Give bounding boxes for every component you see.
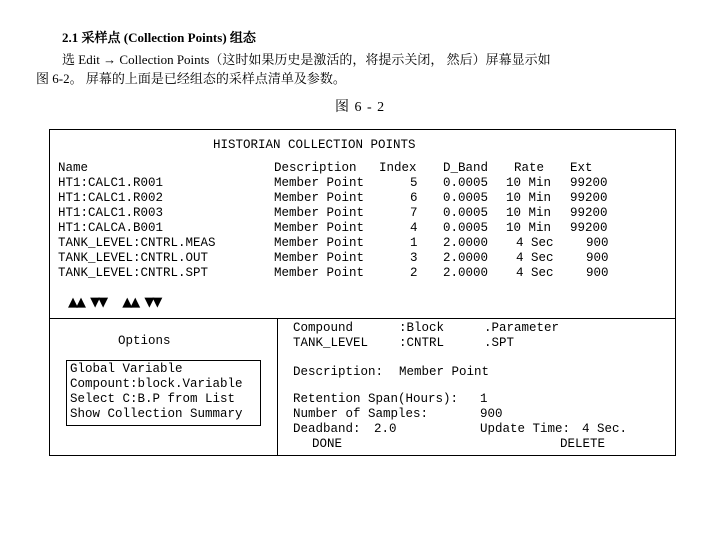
option-compound-block-variable[interactable]: Compount:block.Variable — [70, 377, 243, 391]
cell-index: 2 — [410, 266, 418, 280]
cell-ext: 99200 — [570, 191, 608, 205]
samples-field[interactable]: 900 — [480, 407, 503, 421]
table-row[interactable] — [50, 266, 675, 281]
parameter-field[interactable]: .SPT — [484, 336, 515, 350]
cell-dband: 0.0005 — [443, 206, 489, 220]
cell-name: HT1:CALC1.R003 — [58, 206, 164, 220]
figure-caption: 图 6 - 2 — [335, 100, 386, 115]
cell-ext: 900 — [586, 266, 609, 280]
cell-description: Member Point — [274, 176, 365, 190]
table-row[interactable] — [50, 176, 675, 191]
cell-ext: 900 — [586, 236, 609, 250]
cell-ext: 99200 — [570, 206, 608, 220]
compound-label: Compound — [293, 321, 354, 335]
cell-rate: 10 Min — [506, 191, 552, 205]
table-row[interactable] — [50, 206, 675, 221]
cell-description: Member Point — [274, 236, 365, 250]
cell-dband: 0.0005 — [443, 221, 489, 235]
cell-rate: 10 Min — [506, 221, 552, 235]
cell-dband: 0.0005 — [443, 176, 489, 190]
screen-title: HISTORIAN COLLECTION POINTS — [213, 138, 416, 152]
deadband-label: Deadband: — [293, 422, 361, 436]
col-header-name: Name — [58, 161, 89, 175]
paragraph-line-2: 图 6-2。 屏幕的上面是已经组态的采样点清单及参数。 — [36, 71, 346, 86]
cell-rate: 10 Min — [506, 206, 552, 220]
table-row[interactable] — [50, 236, 675, 251]
cell-rate: 10 Min — [506, 176, 552, 190]
col-header-index: Index — [379, 161, 417, 175]
option-show-summary[interactable]: Show Collection Summary — [70, 407, 243, 421]
cell-name: HT1:CALC1.R002 — [58, 191, 164, 205]
col-header-ext: Ext — [570, 161, 593, 175]
option-global-variable[interactable]: Global Variable — [70, 362, 183, 376]
update-time-label: Update Time: — [480, 422, 571, 436]
cell-ext: 99200 — [570, 176, 608, 190]
line-down-icon[interactable]: ▼▼ — [144, 295, 161, 310]
deadband-field[interactable]: 2.0 — [374, 422, 397, 436]
section-heading: 2.1 采样点 (Collection Points) 组态 — [62, 30, 256, 45]
samples-label: Number of Samples: — [293, 407, 429, 421]
cell-index: 6 — [410, 191, 418, 205]
cell-index: 4 — [410, 221, 418, 235]
cell-rate: 4 Sec — [516, 236, 554, 250]
cell-description: Member Point — [274, 191, 365, 205]
delete-button[interactable]: DELETE — [560, 437, 606, 451]
table-row[interactable] — [50, 191, 675, 206]
col-header-dband: D_Band — [443, 161, 489, 175]
cell-rate: 4 Sec — [516, 266, 554, 280]
horizontal-divider — [50, 318, 675, 319]
page-down-icon[interactable]: ▼▼ — [90, 295, 107, 310]
cell-dband: 2.0000 — [443, 236, 489, 250]
line-up-icon[interactable]: ▲▲ — [122, 295, 139, 310]
page-up-icon[interactable]: ▲▲ — [68, 295, 84, 310]
parameter-label: .Parameter — [484, 321, 560, 335]
cell-dband: 0.0005 — [443, 191, 489, 205]
block-label: :Block — [399, 321, 445, 335]
cell-index: 3 — [410, 251, 418, 265]
retention-field[interactable]: 1 — [480, 392, 488, 406]
table-row[interactable] — [50, 251, 675, 266]
paragraph-line-1: 选 Edit → Collection Points（这时如果历史是激活的，将提示关闭， 然后）屏幕显示如 — [62, 52, 551, 67]
cell-name: TANK_LEVEL:CNTRL.SPT — [58, 266, 209, 280]
options-title: Options — [118, 334, 171, 348]
cell-description: Member Point — [274, 266, 365, 280]
done-button[interactable]: DONE — [312, 437, 343, 451]
cell-name: HT1:CALCA.B001 — [58, 221, 164, 235]
table-row[interactable] — [50, 221, 675, 236]
cell-description: Member Point — [274, 206, 365, 220]
cell-index: 5 — [410, 176, 418, 190]
vertical-divider — [277, 318, 278, 455]
option-select-from-list[interactable]: Select C:B.P from List — [70, 392, 236, 406]
compound-field[interactable]: TANK_LEVEL — [293, 336, 369, 350]
cell-name: HT1:CALC1.R001 — [58, 176, 164, 190]
cell-description: Member Point — [274, 251, 365, 265]
scroll-arrows — [68, 295, 164, 310]
col-header-rate: Rate — [514, 161, 545, 175]
cell-name: TANK_LEVEL:CNTRL.MEAS — [58, 236, 216, 250]
cell-dband: 2.0000 — [443, 251, 489, 265]
description-field[interactable]: Member Point — [399, 365, 490, 379]
cell-rate: 4 Sec — [516, 251, 554, 265]
cell-name: TANK_LEVEL:CNTRL.OUT — [58, 251, 209, 265]
block-field[interactable]: :CNTRL — [399, 336, 445, 350]
options-menu — [66, 360, 261, 426]
update-time-field[interactable]: 4 Sec. — [582, 422, 628, 436]
description-label: Description: — [293, 365, 384, 379]
cell-index: 1 — [410, 236, 418, 250]
cell-index: 7 — [410, 206, 418, 220]
col-header-description: Description — [274, 161, 357, 175]
cell-description: Member Point — [274, 221, 365, 235]
historian-screen — [49, 129, 676, 456]
cell-ext: 900 — [586, 251, 609, 265]
cell-dband: 2.0000 — [443, 266, 489, 280]
retention-label: Retention Span(Hours): — [293, 392, 459, 406]
cell-ext: 99200 — [570, 221, 608, 235]
